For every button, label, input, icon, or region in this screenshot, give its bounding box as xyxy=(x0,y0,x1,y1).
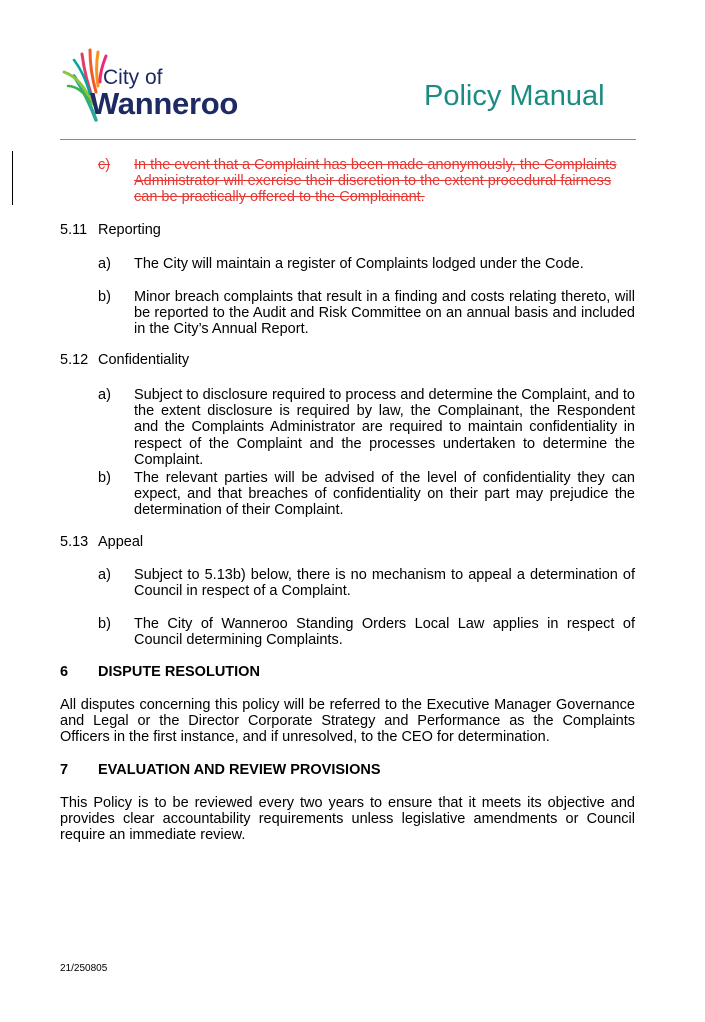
page-title: Policy Manual xyxy=(424,80,605,112)
list-item-text: The relevant parties will be advised of the level of confidentiality they can expect, and that breaches of confidentiality on their part may prejudice the determination of their Complaint. xyxy=(134,470,635,519)
document-reference-number: 21/250805 xyxy=(60,963,108,974)
logo-text-wanneroo: Wanneroo xyxy=(90,86,238,121)
struck-list-item-text: In the event that a Complaint has been made anonymously, the Complaints Administrator will exercise their discretion to the extent procedural fairness can be practically offered to the Complainant. xyxy=(134,157,617,206)
section-title-appeal: Appeal xyxy=(98,534,144,550)
section-number: 5.11 xyxy=(60,222,88,238)
paragraph-dispute-resolution: All disputes concerning this policy will be referred to the Executive Manager Governance and Legal or the Director Corporate Strategy and Performance as the Complaints Officers in the first instance, and if unresolved, to the CEO for determination. xyxy=(60,697,635,746)
section-heading-dispute-resolution: DISPUTE RESOLUTION xyxy=(98,664,260,680)
list-item-text: The City will maintain a register of Complaints lodged under the Code. xyxy=(134,256,584,272)
list-item-marker: a) xyxy=(98,387,111,403)
header-divider xyxy=(60,139,636,140)
section-number: 5.13 xyxy=(60,534,89,550)
section-number: 5.12 xyxy=(60,352,89,368)
list-item-text: Minor breach complaints that result in a finding and costs relating thereto, will be reported to the Audit and Risk Committee on an annual basis and included in the City’s Annual Report. xyxy=(134,289,635,338)
list-item-text: The City of Wanneroo Standing Orders Local Law applies in respect of Council determining Complaints. xyxy=(134,616,635,649)
logo-text-city-of: City of xyxy=(103,66,163,89)
section-title-reporting: Reporting xyxy=(98,222,161,238)
list-item-marker: b) xyxy=(98,470,111,486)
section-heading-evaluation-review: EVALUATION AND REVIEW PROVISIONS xyxy=(98,762,381,778)
list-item-marker: a) xyxy=(98,256,111,272)
list-item-marker: b) xyxy=(98,616,111,632)
paragraph-evaluation-review: This Policy is to be reviewed every two years to ensure that it meets its objective and provides clear accountability requirements unless legislative amendments or Council require an immediate review. xyxy=(60,795,635,844)
revision-change-bar xyxy=(12,151,13,205)
list-item-marker: a) xyxy=(98,567,111,583)
section-title-confidentiality: Confidentiality xyxy=(98,352,190,368)
list-item-text: Subject to disclosure required to process and determine the Complaint, and to the extent disclosure is required by law, the Complainant, the Respondent and the Complaints Administrator are required to maintain confidentiality in respect of the Complaint and the processes undertaken to determine the Complaint. xyxy=(134,387,635,468)
section-number: 6 xyxy=(60,664,69,680)
list-item-marker: c) xyxy=(98,157,111,173)
list-item-marker: b) xyxy=(98,289,111,305)
section-number: 7 xyxy=(60,762,69,778)
list-item-text: Subject to 5.13b) below, there is no mechanism to appeal a determination of Council in respect of a Complaint. xyxy=(134,567,635,600)
